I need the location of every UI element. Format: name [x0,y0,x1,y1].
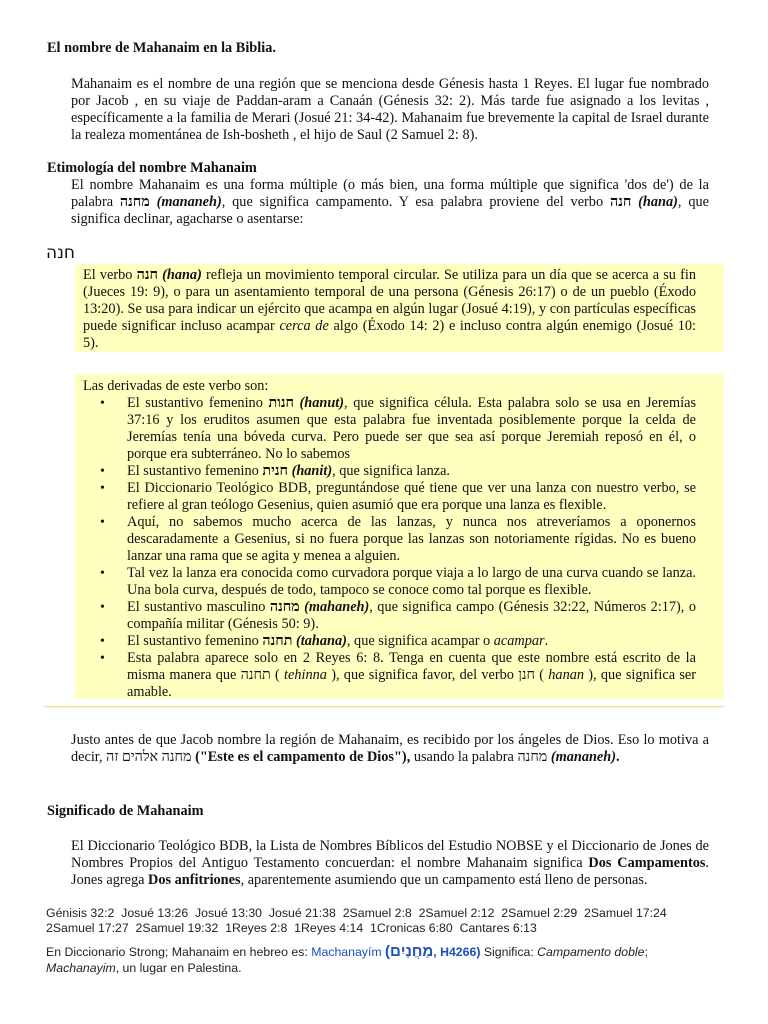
bible-references-line-1: Génisis 32:2 Josué 13:26 Josué 13:30 Josué 21:38 2Samuel 2:8 2Samuel 2:12 2Samuel 2:29 2Samuel 17:24 [46,906,667,920]
bible-references-line-2: 2Samuel 17:27 2Samuel 19:32 1Reyes 2:8 1Reyes 4:14 1Cronicas 6:80 Cantares 6:13 [46,921,537,935]
hebrew-word: (מַחֲנַיִם [385,943,434,960]
hebrew-word: חנה [136,267,158,283]
transliteration-link[interactable]: Machanayím [311,945,382,959]
transliteration: (hanut) [299,395,345,411]
section-title-significado: Significado de Mahanaim [47,803,204,819]
list-item: • El sustantivo femenino חנית (hanit), que significa lanza. [127,463,696,480]
hebrew-word: חנות [268,395,294,411]
list-item: • El Diccionario Teológico BDB, preguntándose qué tiene que ver una lanza con nuestro verbo, se refiere al gran teólogo Gesenius, quien asumió que era porque una lanza es flexible. [127,480,696,514]
verb-description: El verbo חנה (hana) refleja un movimiento temporal circular. Se utiliza para un día que se acerca a su fin (Jueces 19: 9), o para un asentamiento temporal de una persona (Génesis 26:17) o de un pueblo (Éxodo 13:20). Se usa para indicar un ejército que acampa en algún lugar (Josué 4:19), y con partículas específicas puede significar incluso acampar cerca de algo (Éxodo 14: 2) e incluso contra algún enemigo (Josué 10: 5). [83,267,696,351]
intro-paragraph: Mahanaim es el nombre de una región que se menciona desde Génesis hasta 1 Reyes. El lugar fue nombrado por Jacob , en su viaje de Paddan-aram a Canaán (Génesis 32: 2). Más tarde fue asignado a los levitas , específicamente a la familia de Merari (Josué 21: 34-42). Mahanaim fue brevemente la capital de Israel durante la realeza momentánea de Ish-bosheth , el hijo de Saul (2 Samuel 2: 8). [71,76,709,143]
list-item: • El sustantivo masculino מחנה (mahaneh), que significa campo (Génesis 32:22, Números 2:17), o compañía militar (Génesis 50: 9). [127,599,696,633]
derivatives-content [83,378,696,701]
place-name: Machanayim [46,960,116,975]
transliteration: (mananeh) [550,749,616,765]
list-item: • El sustantivo femenino תחנה (tahana), que significa acampar o acampar. [127,633,696,650]
list-item: • Esta palabra aparece solo en 2 Reyes 6: 8. Tenga en cuenta que este nombre está escrito de la misma manera que תחנה ( tehinna ), que significa favor, del verbo חנן ( hanan ), que significa ser amable. [127,650,696,701]
meaning-highlight: Dos anfitriones [148,872,241,888]
transliteration: (hana) [638,194,678,210]
quote: ("Este es el campamento de Dios"), [195,749,411,765]
etymology-paragraph: El nombre Mahanaim es una forma múltiple (o más bien, una forma múltiple que significa 'dos de') de la palabra מחנה (mananeh), que significa campamento. Y esa palabra proviene del verbo חנה (hana), que significa declinar, agacharse o asentarse: [71,177,709,227]
emphasis: cerca de [279,318,329,334]
derivatives-list [83,395,696,701]
meaning-highlight: Dos Campamentos [588,855,706,871]
divider [44,706,724,708]
transliteration: (hanit) [291,463,333,479]
transliteration: tehinna [284,667,327,683]
list-item: • El sustantivo femenino חנות (hanut), que significa célula. Esta palabra solo se usa en Jeremías 37:16 y los eruditos asumen que esta palabra fue inventada posiblemente porque la celda de Jeremías tenía una bóveda curva. Pero puede ser que sea así porque Jeremiah reposó en él, o porque era subterráneo. No lo sabemos [127,395,696,463]
strong-code: , H4266) [433,945,481,959]
jacob-paragraph: Justo antes de que Jacob nombre la región de Mahanaim, es recibido por los ángeles de Dios. Eso lo motiva a decir, מחנה אלהים זה ("Este es el campamento de Dios"), usando la palabra מחנה (mananeh). [71,732,709,765]
strong-dictionary-note: En Diccionario Strong; Mahanaim en hebreo es: Machanayím (מַחֲנַיִם, H4266) Significa: Campamento doble; Machanayim, un lugar en Palestina. [46,943,648,975]
list-item: • Aquí, no sabemos mucho acerca de las lanzas, y nunca nos atreveríamos a oponernos descaradamente a Gesenius, si no fuera porque las lanzas son notoriamente rígidas. No es bueno lanzar una rama que se agita y menea a alguien. [127,514,696,565]
hebrew-word: חנה [609,194,632,210]
hebrew-word: מחנה [119,194,150,210]
section-title-nombre: El nombre de Mahanaim en la Biblia. [47,40,276,56]
transliteration: (hana) [162,267,202,283]
meaning-paragraph: El Diccionario Teológico BDB, la Lista de Nombres Bíblicos del Estudio NOBSE y el Diccionario de Jones de Nombres Propios del Antiguo Testamento concuerdan: el nombre Mahanaim significa Dos Campamentos. Jones agrega Dos anfitriones, aparentemente asumiendo que un campamento está lleno de personas. [71,838,709,888]
hebrew-word: חנית [262,463,288,479]
transliteration: (tahana) [296,633,347,649]
list-item: • Tal vez la lanza era conocida como curvadora porque viaja a lo largo de una curva cuando se lanza. Una bola curva, después de todo, tampoco se conoce como tal porque es flexible. [127,565,696,599]
hebrew-word: תחנה [240,667,271,683]
hebrew-root-word: חנה [46,243,76,263]
meaning: Campamento doble [537,945,645,959]
etymology-ending: , que significa declinar, agacharse o asentarse: [71,194,709,227]
hebrew-word: מחנה [517,749,548,765]
section-title-etimologia: Etimología del nombre Mahanaim [47,160,257,176]
transliteration: (mahaneh) [304,599,370,615]
hebrew-phrase: מחנה אלהים זה [106,749,192,765]
hebrew-word: חנן [518,667,535,683]
derivatives-intro: Las derivadas de este verbo son: [83,378,269,394]
hebrew-word: מחנה [269,599,300,615]
transliteration: hanan [548,667,585,683]
transliteration: (mananeh) [156,194,222,210]
hebrew-word: תחנה [262,633,293,649]
emphasis: acampar [493,633,545,649]
